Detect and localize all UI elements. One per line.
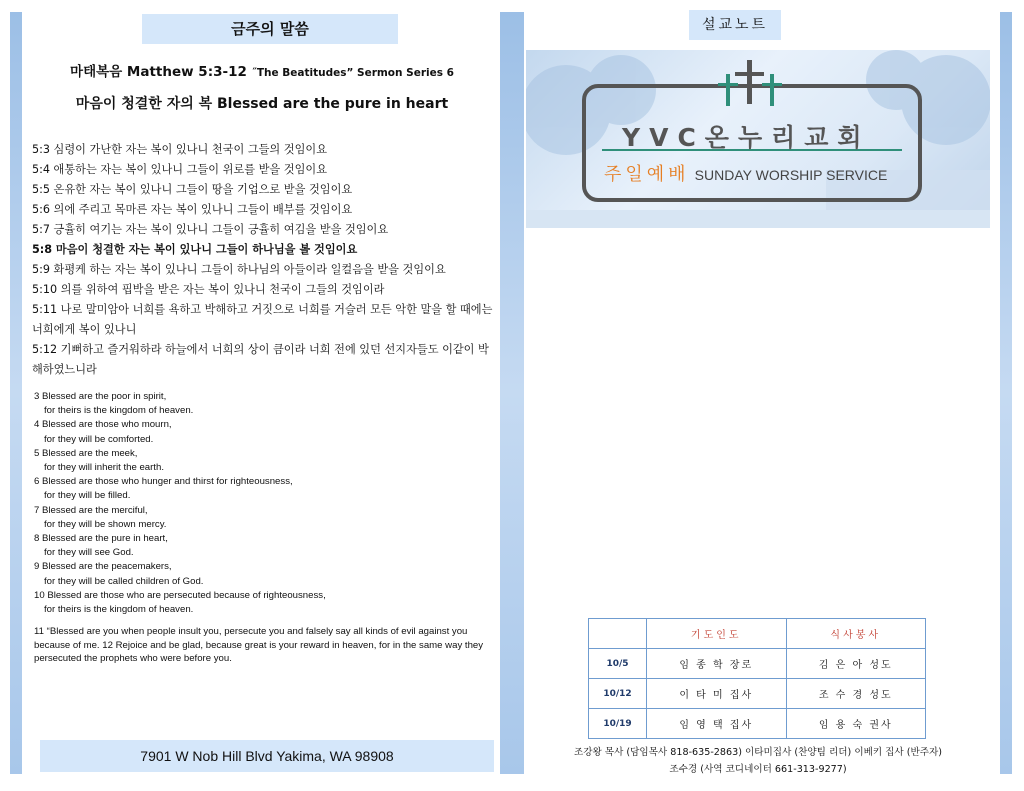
right-edge-band — [1000, 12, 1012, 774]
table-row — [589, 679, 926, 709]
korean-verse: 5:12 기뻐하고 즐거워하라 하늘에서 너희의 상이 큼이라 너희 전에 있던 선지자들도 이같이 박해하였느니라 — [32, 343, 489, 376]
date-cell: 10/12 — [589, 679, 647, 709]
church-banner — [526, 50, 990, 228]
cross-icon — [718, 60, 782, 106]
prayer-cell: 임 영 택 집사 — [647, 709, 787, 739]
english-verse-line: 6 Blessed are those who hunger and thirst for righteousness, — [34, 476, 293, 488]
korean-verse: 5:11 나로 말미암아 너희를 욕하고 박해하고 거짓으로 너희를 거슬러 모든 악한 말을 할 때에는 너희에게 복이 있나니 — [32, 303, 493, 336]
english-verse-line: 5 Blessed are the meek, — [34, 447, 138, 459]
table-corner-cell — [589, 619, 647, 649]
korean-verse-highlight: 5:8 마음이 청결한 자는 복이 있나니 그들이 하나님을 볼 것임이요 — [32, 243, 358, 256]
korean-verse: 5:6 의에 주리고 목마른 자는 복이 있나니 그들이 배부를 것임이요 — [32, 203, 353, 216]
korean-verse: 5:3 심령이 가난한 자는 복이 있나니 천국이 그들의 것임이요 — [32, 143, 328, 156]
contact-line: 조수경 (사역 코디네이터 661-313-9277) — [669, 764, 847, 775]
meal-cell: 김 은 아 성도 — [786, 649, 926, 679]
right-fold-band — [512, 12, 524, 774]
column-header: 식사봉사 — [786, 619, 926, 649]
english-verse-line: for they will be filled. — [44, 490, 131, 502]
prayer-cell: 이 타 미 집사 — [647, 679, 787, 709]
english-verse-line: 4 Blessed are those who mourn, — [34, 419, 172, 431]
service-english: SUNDAY WORSHIP SERVICE — [694, 167, 888, 183]
left-fold-band — [500, 12, 512, 774]
korean-verse: 5:7 긍휼히 여기는 자는 복이 있나니 그들이 긍휼히 여김을 받을 것임이요 — [32, 223, 389, 236]
sermon-series: ˝The Beatitudes” Sermon Series 6 — [251, 67, 454, 79]
korean-verse: 5:4 애통하는 자는 복이 있나니 그들이 위로를 받을 것임이요 — [32, 163, 328, 176]
korean-verse: 5:9 화평케 하는 자는 복이 있나니 그들이 하나님의 아들이라 일컬음을 받을 것임이요 — [32, 263, 446, 276]
english-verse-line: 10 Blessed are those who are persecuted because of righteousness, — [34, 589, 326, 601]
meal-cell: 임 용 숙 권사 — [786, 709, 926, 739]
korean-verse: 5:10 의를 위하여 핍박을 받은 자는 복이 있나니 천국이 그들의 것임이라 — [32, 283, 385, 296]
scripture-title — [24, 60, 500, 80]
date-cell: 10/5 — [589, 649, 647, 679]
left-edge-band — [10, 12, 22, 774]
church-name: YVC온누리교회 — [622, 123, 871, 152]
sermon-subtitle: 마음이 청결한 자의 복 Blessed are the pure in heart — [75, 96, 449, 112]
korean-verse: 5:5 온유한 자는 복이 있나니 그들이 땅을 기업으로 받을 것임이요 — [32, 183, 353, 196]
scripture-header: 금주의 말씀 — [142, 14, 398, 44]
english-verse-line: for they will be shown mercy. — [44, 518, 167, 530]
meal-cell: 조 수 경 성도 — [786, 679, 926, 709]
prayer-cell: 임 종 학 장로 — [647, 649, 787, 679]
english-verse-line: for theirs is the kingdom of heaven. — [44, 604, 194, 616]
column-header: 기도인도 — [647, 619, 787, 649]
english-paragraph: 11 “Blessed are you when people insult you, persecute you and falsely say all kinds of evil against you because of me. 12 Rejoice and be glad, because great is your reward in heaven, for in the same way they persecuted the prophets who were before you. — [34, 626, 484, 664]
english-verse-line: 8 Blessed are the pure in heart, — [34, 533, 168, 545]
contact-info — [524, 744, 992, 778]
english-verse-line: 3 Blessed are the poor in spirit, — [34, 391, 167, 402]
right-page — [524, 0, 992, 791]
scripture-reference: 마태복음 Matthew 5:3-12 — [70, 64, 252, 80]
english-verse-line: 7 Blessed are the merciful, — [34, 504, 148, 516]
table-header-row — [589, 619, 926, 649]
contact-line: 조강왕 목사 (담임목사 818-635-2863) 이타미집사 (찬양팀 리더) 이베키 집사 (반주자) — [573, 747, 943, 758]
korean-verses — [32, 140, 494, 380]
english-verse-line: for they will be called children of God. — [44, 575, 204, 587]
english-verse-line: for they will see God. — [44, 547, 134, 559]
english-verse-line: 9 Blessed are the peacemakers, — [34, 561, 172, 573]
church-address: 7901 W Nob Hill Blvd Yakima, WA 98908 — [40, 740, 494, 772]
english-verse-line: for they will inherit the earth. — [44, 462, 164, 474]
date-cell: 10/19 — [589, 709, 647, 739]
service-korean: 주일예배 — [604, 164, 690, 185]
duty-table — [588, 618, 926, 739]
sermon-notes-header: 설교노트 — [689, 10, 781, 40]
left-page — [24, 0, 500, 791]
english-verse-line: for they will be comforted. — [44, 433, 154, 445]
table-row — [589, 649, 926, 679]
english-verse-line: for theirs is the kingdom of heaven. — [44, 405, 194, 417]
service-label — [604, 160, 887, 186]
table-row — [589, 709, 926, 739]
english-verses — [34, 390, 494, 617]
